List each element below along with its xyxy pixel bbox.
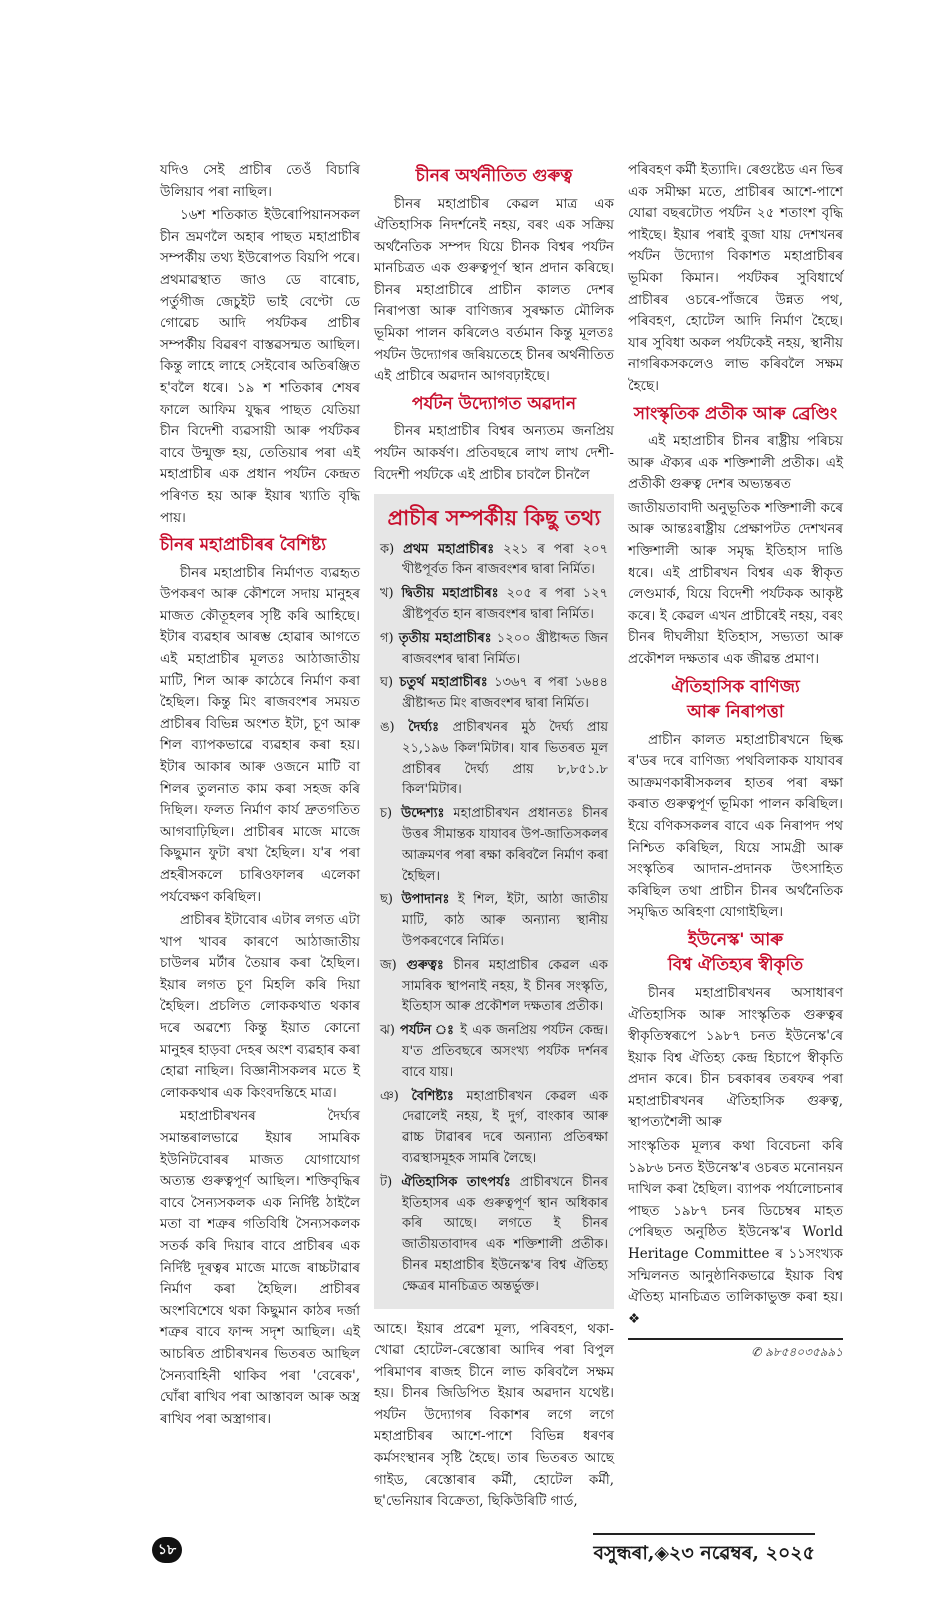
fact-text: প্ৰাচীৰখনৰ মুঠ দৈৰ্ঘ্য প্ৰায় ২১,১৯৬ কিল'মিটাৰ। যাৰ ভিতৰত মূল প্ৰাচীৰৰ দৈৰ্ঘ্য প্ৰায় ৮,৮৫১.৮ কিল'মিটাৰ।	[402, 720, 609, 798]
heading-line: আৰু নিৰাপত্তা	[687, 702, 784, 723]
paragraph: চীনৰ মহাপ্ৰাচীৰ কেৱল মাত্ৰ এক ঐতিহাসিক নিদৰ্শনেই নহয়, বৰং এক সক্ৰিয় অৰ্থনৈতিক সম্পদ যিয়ে চীনক বিশ্বৰ পৰ্যটন মানচিত্ৰত এক গুৰুত্বপূৰ্ণ স্থান প্ৰদান কৰিছে। চীনৰ মহাপ্ৰাচীৰে প্ৰাচীন কালত দেশৰ নিৰাপত্তা আৰু বাণিজ্যৰ সুৰক্ষাত মৌলিক ভূমিকা পালন কৰিলেও বৰ্তমান কিন্তু মূলতঃ পৰ্যটন উদ্যোগৰ জৰিয়তেহে চীনৰ অৰ্থনীতিত এই প্ৰাচীৰে অৱদান আগবঢ়াইছে।	[374, 195, 614, 385]
fact-text: ২০৫ ৰ পৰা ১২৭ খ্ৰীষ্টপূৰ্বত হান ৰাজবংশৰ দ্বাৰা নিৰ্মিত।	[402, 586, 608, 623]
fact-label: দ্বিতীয় মহাপ্ৰাচীৰঃ	[401, 586, 499, 602]
paragraph: এই মহাপ্ৰাচীৰ চীনৰ ৰাষ্ট্ৰীয় পৰিচয় আৰু ঐক্যৰ এক শক্তিশালী প্ৰতীক। এই প্ৰতীকী গুৰুত্ব দেশৰ অভ্যন্তৰত	[628, 433, 843, 493]
fact-text: চীনৰ মহাপ্ৰাচীৰ কেৱল এক সামৰিক স্থাপনাই নহয়, ই চীনৰ সংস্কৃতি, ইতিহাস আৰু প্ৰকৌশল দক্ষতাৰ প্ৰতীক।	[402, 957, 608, 1015]
paragraph: প্ৰাচীন কালত মহাপ্ৰাচীৰখনে ছিল্ক ৰ'ডৰ দৰে বাণিজ্য পথবিলাকক যাযাবৰ আক্ৰমণকাৰীসকলৰ হাতৰ পৰা ৰক্ষা কৰাত গুৰুত্বপূৰ্ণ ভূমিকা পালন কৰিছিল। ইয়ে বণিকসকলৰ বাবে এক নিৰাপদ পথ নিশ্চিত কৰিছিল, যিয়ে সামগ্ৰী আৰু সংস্কৃতিৰ আদান-প্ৰদানক উৎসাহিত কৰিছিল তথা প্ৰাচীন চীনৰ অৰ্থনৈতিক সমৃদ্ধিত অৰিহণা যোগাইছিল।	[628, 731, 843, 921]
fact-label: ঐতিহাসিক তাৎপৰ্যঃ	[401, 1174, 511, 1190]
section-heading	[628, 675, 843, 726]
fact-item	[380, 890, 608, 952]
fact-label: উপাদানঃ	[401, 892, 450, 908]
facts-box	[374, 494, 614, 1308]
section-heading	[628, 928, 843, 979]
fact-item	[380, 673, 608, 715]
fact-marker: ঙ)	[380, 720, 395, 735]
section-heading: পৰ্যটন উদ্যোগত অৱদান	[411, 393, 577, 414]
fact-label: দৈৰ্ঘ্যঃ	[408, 720, 440, 735]
page-number: ১৮	[152, 1537, 182, 1563]
paragraph: চীনৰ মহাপ্ৰাচীৰ নিৰ্মাণত ব্যৱহৃত উপকৰণ আৰু কৌশলে সদায় মানুহৰ মাজত কৌতূহলৰ সৃষ্টি কৰি আহিছে। ইটাৰ ব্যৱহাৰ আৰম্ভ হোৱাৰ আগতে এই মহাপ্ৰাচীৰ মূলতঃ আঠাজাতীয় মাটি, শিল আৰু কাঠেৰে নিৰ্মাণ কৰা হৈছিল। কিন্তু মিং ৰাজবংশৰ সময়ত প্ৰাচীৰৰ বিভিন্ন অংশত ইটা, চূণ আৰু শিল ব্যাপকভাৱে ব্যৱহাৰ কৰা হয়। ইটাৰ আকাৰ আৰু ওজনে মাটি বা শিলৰ তুলনাত কাম কৰা সহজ কৰি দিছিল। ফলত নিৰ্মাণ কাৰ্য দ্ৰুতগতিত আগবাঢ়িছিল। প্ৰাচীৰৰ মাজে মাজে কিছুমান ফুটা ৰখা হৈছিল। য'ৰ পৰা প্ৰহৰীসকলে চাৰিওফালৰ এলেকা পৰ্যবেক্ষণ কৰিছিল।	[160, 564, 360, 905]
footer-publication-date: বসুন্ধৰা,◈২৩ নৱেম্বৰ, ২০২৫	[593, 1533, 815, 1568]
fact-marker: ঞ)	[380, 1088, 399, 1104]
fact-item	[380, 1021, 608, 1083]
fact-text: ই শিল, ইটা, আঠা জাতীয় মাটি, কাঠ আৰু অন্যান্য স্থানীয় উপকৰণেৰে নিৰ্মিত।	[402, 892, 608, 949]
fact-label: বৈশিষ্ট্যঃ	[411, 1088, 454, 1104]
paragraph: আহে। ইয়াৰ প্ৰৱেশ মূল্য, পৰিবহণ, থকা-খোৱা হোটেল-ৰেস্তোৰা আদিৰ পৰা বিপুল পৰিমাণৰ ৰাজহ চীনে লাভ কৰিবলৈ সক্ষম হয়। চীনৰ জিডিপিত ইয়াৰ অৱদান যথেষ্ট। পৰ্যটন উদ্যোগৰ বিকাশৰ লগে লগে মহাপ্ৰাচীৰৰ আশে-পাশে বিভিন্ন ধৰণৰ কৰ্মসংস্থানৰ সৃষ্টি হৈছে। তাৰ ভিতৰত আছে গাইড, ৰেস্তোৰাৰ কৰ্মী, হোটেল কৰ্মী, ছ'ভেনিয়াৰ বিক্ৰেতা, ছিকিউৰিটি গাৰ্ড,	[374, 1320, 614, 1510]
fact-text: প্ৰাচীৰখনে চীনৰ ইতিহাসৰ এক গুৰুত্বপূৰ্ণ স্থান অধিকাৰ কৰি আছে। লগতে ই চীনৰ জাতীয়তাবাদৰ এক শক্তিশালী প্ৰতীক। চীনৰ মহাপ্ৰাচীৰ ইউনেস্ক'ৰ বিশ্ব ঐতিহ্য ক্ষেত্ৰৰ মানচিত্ৰত অন্তৰ্ভুক্ত।	[402, 1174, 608, 1294]
section-heading: চীনৰ অৰ্থনীতিত গুৰুত্ব	[415, 166, 573, 186]
heading-line: ইউনেস্ক' আৰু	[687, 929, 784, 950]
paragraph: সাংস্কৃতিক মূল্যৰ কথা বিবেচনা কৰি ১৯৮৬ চনত ইউনেস্ক'ৰ ওচৰত মনোনয়ন দাখিল কৰা হৈছিল। ব্যাপক পৰ্যালোচনাৰ পাছত ১৯৮৭ চনৰ ডিচেম্বৰ মাহত পেৰিছত অনুষ্ঠিত ইউনেস্ক'ৰ World Heritage Committee ৰ ১১সংখ্যক সন্মিলনত আনুষ্ঠানিকভাৱে ইয়াক বিশ্ব ঐতিহ্য মানচিত্ৰত তালিকাভুক্ত কৰা হয়। ❖	[628, 1138, 843, 1327]
fact-marker: চ)	[380, 806, 393, 822]
section-heading: সাংস্কৃতিক প্ৰতীক আৰু ব্ৰেণ্ডিং	[633, 403, 838, 424]
paragraph: পৰিবহণ কৰ্মী ইত্যাদি। ৰেগুষ্টেড এন ভিৰ এক সমীক্ষা মতে, প্ৰাচীৰৰ আশে-পাশে যোৱা বছৰটোত পৰ্যটন ২৫ শতাংশ বৃদ্ধি পাইছে। ইয়াৰ পৰাই বুজা যায় দেশখনৰ পৰ্যটন উদ্যোগ বিকাশত মহাপ্ৰাচীৰৰ ভূমিকা কিমান। পৰ্যটকৰ সুবিধাৰ্থে প্ৰাচীৰৰ ওচৰে-পাঁজৰে উন্নত পথ, পৰিবহণ, হোটেল আদি নিৰ্মাণ হৈছে। যাৰ সুবিধা অকল পৰ্যটকেই নহয়, স্থানীয় নাগৰিকসকলেও লাভ কৰিবলৈ সক্ষম হৈছে।	[628, 162, 843, 394]
fact-label: গুৰুত্বঃ	[406, 957, 444, 973]
fact-item	[380, 1087, 608, 1170]
column-2	[374, 160, 614, 1515]
facts-box-title: প্ৰাচীৰ সম্পৰ্কীয় কিছু তথ্য	[387, 505, 601, 531]
heading-line: বিশ্ব ঐতিহ্যৰ স্বীকৃতি	[667, 955, 804, 976]
fact-marker: ট)	[380, 1174, 393, 1190]
fact-item	[380, 956, 608, 1018]
fact-marker: খ)	[380, 586, 394, 602]
fact-text: ১২০০ খ্ৰীষ্টাব্দত জিন ৰাজবংশৰ দ্বাৰা নিৰ্মিত।	[402, 630, 608, 667]
fact-marker: জ)	[380, 957, 397, 973]
paragraph: যদিও সেই প্ৰাচীৰ তেওঁ বিচাৰি উলিয়াব পৰা নাছিল।	[160, 162, 360, 200]
paragraph: প্ৰাচীৰৰ ইটাবোৰ এটাৰ লগত এটা খাপ খাবৰ কাৰণে আঠাজাতীয় চাউলৰ মৰ্টাৰ তৈয়াৰ কৰা হৈছিল। ইয়াৰ লগত চূণ মিহলি কৰি দিয়া হৈছিল। প্ৰচলিত লোককথাত থকাৰ দৰে অৱশ্যে কিন্তু ইয়াত কোনো মানুহৰ হাড়বা দেহৰ অংশ ব্যৱহাৰ কৰা হোৱা নাছিল। বিজ্ঞানীসকলৰ মতে ই লোককথাৰ এক কিংবদন্তিহে মাত্ৰ।	[160, 912, 360, 1101]
fact-item	[380, 1173, 608, 1298]
fact-label: উদ্দেশ্যঃ	[401, 806, 445, 822]
fact-label: তৃতীয় মহাপ্ৰাচীৰঃ	[398, 630, 492, 646]
section-heading: চীনৰ মহাপ্ৰাচীৰৰ বৈশিষ্ট্য	[160, 535, 327, 556]
paragraph: চীনৰ মহাপ্ৰাচীৰ বিশ্বৰ অন্যতম জনপ্ৰিয় পৰ্যটন আকৰ্ষণ। প্ৰতিবছৰে লাখ লাখ দেশী-বিদেশী পৰ্যটকে এই প্ৰাচীৰ চাবলৈ চীনলৈ	[374, 423, 614, 483]
fact-item	[380, 804, 608, 887]
fact-marker: ছ)	[380, 892, 393, 908]
paragraph: চীনৰ মহাপ্ৰাচীৰখনৰ অসাধাৰণ ঐতিহাসিক আৰু সাংস্কৃতিক গুৰুত্বৰ স্বীকৃতিস্বৰূপে ১৯৮৭ চনত ইউনেস্ক'ৰে ইয়াক বিশ্ব ঐতিহ্য কেন্দ্ৰ হিচাপে স্বীকৃতি প্ৰদান কৰে। চীন চৰকাৰৰ তৰফৰ পৰা মহাপ্ৰাচীৰখনৰ ঐতিহাসিক গুৰুত্ব, স্থাপত্যশৈলী আৰু	[628, 984, 843, 1131]
author-phone: ✆ ৯৮৫৪০৩৫৯৯১	[628, 1338, 843, 1362]
fact-item	[380, 718, 608, 801]
fact-item	[380, 584, 608, 626]
paragraph: জাতীয়তাবাদী অনুভূতিক শক্তিশালী কৰে আৰু আন্তঃৰাষ্ট্ৰীয় প্ৰেক্ষাপটত দেশখনৰ শক্তিশালী আৰু সমৃদ্ধ ইতিহাস দাঙি ধৰে। এই প্ৰাচীৰখন বিশ্বৰ এক স্বীকৃত লেণ্ডমাৰ্ক, যিয়ে বিদেশী পৰ্যটকক আকৃষ্ট কৰে। ই কেৱল এখন প্ৰাচীৰেই নহয়, বৰং চীনৰ দীঘলীয়া ইতিহাস, সভ্যতা আৰু প্ৰকৌশল দক্ষতাৰ এক জীৱন্ত প্ৰমাণ।	[628, 499, 843, 667]
fact-marker: গ)	[380, 630, 394, 646]
fact-marker: ক)	[380, 541, 395, 557]
paragraph: ১৬শ শতিকাত ইউৰোপিয়ানসকল চীন ভ্ৰমণলৈ অহাৰ পাছত মহাপ্ৰাচীৰ সম্পৰ্কীয় তথ্য ইউৰোপত বিয়পি পৰে। প্ৰথমাৱস্থাত জাও ডে বাৰোচ, পৰ্তুগীজ জেচুইট ভাই বেণ্টো ডে গোৱেচ আদি পৰ্যটকৰ প্ৰাচীৰ সম্পৰ্কীয় বিৱৰণ বাস্তৱসন্মত আছিল। কিন্তু লাহে লাহে সেইবোৰ অতিৰঞ্জিত হ'বলৈ ধৰে। ১৯ শ শতিকাৰ শেষৰ ফালে আফিম যুদ্ধৰ পাছত যেতিয়া চীন বিদেশী ব্যৱসায়ী আৰু পৰ্যটকৰ বাবে উন্মুক্ত হয়, তেতিয়াৰ পৰা এই মহাপ্ৰাচীৰ এক প্ৰধান পৰ্যটন কেন্দ্ৰত পৰিণত হয় আৰু ইয়াৰ খ্যাতি বৃদ্ধি পায়।	[160, 207, 360, 526]
fact-label: প্ৰথম মহাপ্ৰাচীৰঃ	[403, 541, 495, 557]
fact-marker: ঘ)	[380, 675, 394, 691]
fact-text: ১৩৬৭ ৰ পৰা ১৬৪৪ খ্ৰীষ্টাব্দত মিং ৰাজবংশৰ দ্বাৰা নিৰ্মিত।	[402, 675, 608, 712]
fact-label: চতুৰ্থ মহাপ্ৰাচীৰঃ	[399, 675, 488, 691]
fact-text: মহাপ্ৰাচীৰখন কেৱল এক দেৱালেই নহয়, ই দুৰ্গ, বাংকাৰ আৰু ৱাচ্চ টাৱাৰৰ দৰে অন্যান্য প্ৰতিৰক্ষা ব্যৱস্থাসমূহক সামৰি লৈছে।	[402, 1088, 608, 1166]
paragraph: মহাপ্ৰাচীৰখনৰ দৈৰ্ঘ্যৰ সমান্তৰালভাৱে ইয়াৰ সামৰিক ইউনিটবোৰৰ মাজত যোগাযোগ অত্যন্ত গুৰুত্বপূৰ্ণ আছিল। শক্তিবৃদ্ধিৰ বাবে সৈন্যসকলক এক নিৰ্দিষ্ট ঠাইলৈ মতা বা শত্ৰুৰ গতিবিধি সৈন্যসকলক সতৰ্ক কৰি দিয়াৰ বাবে প্ৰাচীৰৰ এক নিৰ্দিষ্ট দূৰত্বৰ মাজে মাজে ৰাচ্চটাৱাৰ নিৰ্মাণ কৰা হৈছিল। প্ৰাচীৰৰ অংশবিশেষে থকা কিছুমান কাঠৰ দৰ্জা শত্ৰুৰ বাবে ফান্দ সদৃশ আছিল। এই আচৰিত প্ৰাচীৰখনৰ ভিতৰত আছিল সৈন্যবাহিনী থাকিব পৰা 'বেৰেক', ঘোঁৰা ৰাখিব পৰা আস্তাবল আৰু অস্ত্ৰ ৰাখিব পৰা অস্ত্ৰাগাৰ।	[160, 1108, 360, 1427]
fact-item	[380, 629, 608, 671]
heading-line: ঐতিহাসিক বাণিজ্য	[671, 676, 800, 697]
fact-text: মহাপ্ৰাচীৰখন প্ৰধানতঃ চীনৰ উত্তৰ সীমান্তক যাযাবৰ উপ-জাতিসকলৰ আক্ৰমণৰ পৰা ৰক্ষা কৰিবলৈ নিৰ্মাণ কৰা হৈছিল।	[402, 806, 608, 884]
facts-list	[380, 540, 608, 1298]
fact-label: পৰ্যটন ঃ	[400, 1023, 456, 1039]
fact-text: ই এক জনপ্ৰিয় পৰ্যটন কেন্দ্ৰ। য'ত প্ৰতিবছৰে অসংখ্য পৰ্যটক দৰ্শনৰ বাবে যায়।	[402, 1023, 608, 1080]
columns	[160, 160, 843, 1515]
footer-row	[157, 1533, 815, 1568]
column-1	[160, 160, 360, 1432]
fact-text: ২২১ ৰ পৰা ২০৭ খীষ্টপূৰ্বত কিন ৰাজবংশৰ দ্বাৰা নিৰ্মিত।	[402, 541, 608, 578]
column-3	[628, 160, 843, 1363]
fact-item	[380, 540, 608, 582]
fact-marker: ঝ)	[380, 1023, 395, 1039]
